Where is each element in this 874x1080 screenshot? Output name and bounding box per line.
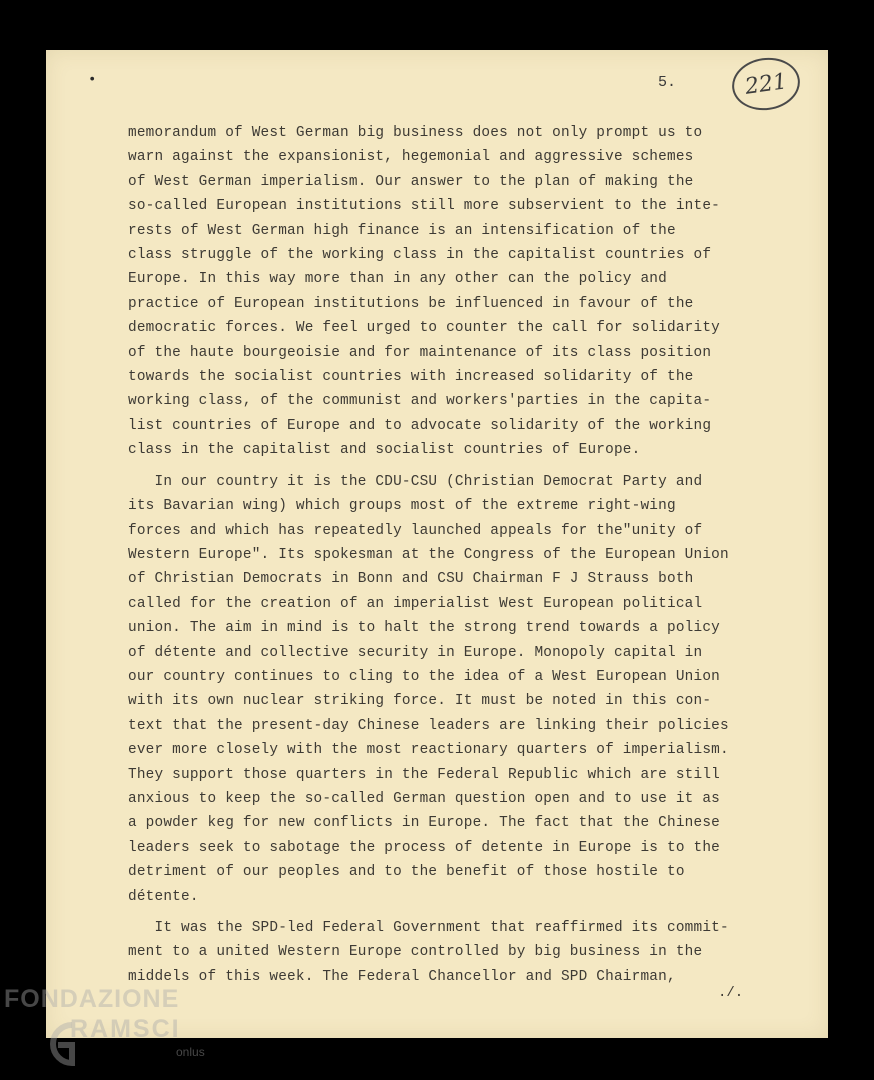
archive-number-stamp (729, 54, 804, 115)
text-line: détente. (128, 888, 199, 905)
text-line: warn against the expansionist, hegemonial and aggressive schemes (128, 149, 694, 166)
archive-number: 221 (743, 68, 789, 100)
text-line: of Christian Democrats in Bonn and CSU Chairman F J Strauss both (128, 571, 694, 588)
text-line: class in the capitalist and socialist countries of Europe. (128, 442, 641, 459)
text-line: It was the SPD-led Federal Government that reaffirmed its commit- (128, 920, 729, 936)
text-line: middels of this week. The Federal Chancellor and SPD Chairman, (128, 968, 676, 985)
text-line: Europe. In this way more than in any other can the policy and (128, 271, 667, 288)
text-line: Western Europe". Its spokesman at the Congress of the European Union (128, 546, 729, 563)
text-line: called for the creation of an imperialist West European political (128, 595, 703, 612)
text-line: our country continues to cling to the idea of a West European Union (128, 668, 720, 685)
text-line: of the haute bourgeoisie and for maintenance of its class position (128, 344, 712, 361)
text-line: its Bavarian wing) which groups most of the extreme right-wing (128, 498, 676, 515)
text-line: detriment of our peoples and to the benefit of those hostile to (128, 864, 685, 881)
text-line: practice of European institutions be influenced in favour of the (128, 295, 694, 312)
text-line: union. The aim in mind is to halt the strong trend towards a policy (128, 620, 720, 637)
body-text (128, 121, 778, 989)
watermark-suffix: onlus (176, 1045, 205, 1059)
document-page (46, 50, 828, 1038)
text-line: They support those quarters in the Federal Republic which are still (128, 766, 720, 783)
page-number: 5. (658, 74, 677, 91)
text-line: with its own nuclear striking force. It must be noted in this con- (128, 693, 712, 710)
text-line: anxious to keep the so-called German question open and to use it as (128, 790, 720, 807)
text-line: class struggle of the working class in the capitalist countries of (128, 247, 712, 264)
text-line: text that the present-day Chinese leaders are linking their policies (128, 717, 729, 734)
corner-mark: • (88, 72, 97, 88)
continuation-mark: ./. (718, 985, 744, 1001)
text-line: of détente and collective security in Europe. Monopoly capital in (128, 644, 703, 661)
paragraph-2 (128, 470, 778, 909)
text-line: ment to a united Western Europe controlled by big business in the (128, 944, 703, 961)
text-line: rests of West German high finance is an intensification of the (128, 222, 676, 239)
text-line: a powder keg for new conflicts in Europe. The fact that the Chinese (128, 815, 720, 832)
watermark-line2: RAMSCI (70, 1015, 181, 1043)
text-line: towards the socialist countries with increased solidarity of the (128, 369, 694, 386)
text-line: ever more closely with the most reactionary quarters of imperialism. (128, 742, 729, 759)
paragraph-1 (128, 121, 778, 463)
text-line: forces and which has repeatedly launched appeals for the"unity of (128, 522, 703, 539)
text-line: of West German imperialism. Our answer to the plan of making the (128, 173, 694, 190)
text-line: list countries of Europe and to advocate solidarity of the working (128, 417, 712, 434)
text-line: democratic forces. We feel urged to counter the call for solidarity (128, 320, 720, 337)
text-line: working class, of the communist and workers'parties in the capita- (128, 393, 712, 410)
text-line: so-called European institutions still more subservient to the inte- (128, 198, 720, 215)
text-line: In our country it is the CDU-CSU (Christian Democrat Party and (128, 473, 703, 490)
paragraph-3 (128, 916, 778, 989)
watermark-line1: FONDAZIONE (4, 985, 180, 1013)
text-line: leaders seek to sabotage the process of detente in Europe is to the (128, 839, 720, 856)
text-line: memorandum of West German big business does not only prompt us to (128, 125, 703, 141)
